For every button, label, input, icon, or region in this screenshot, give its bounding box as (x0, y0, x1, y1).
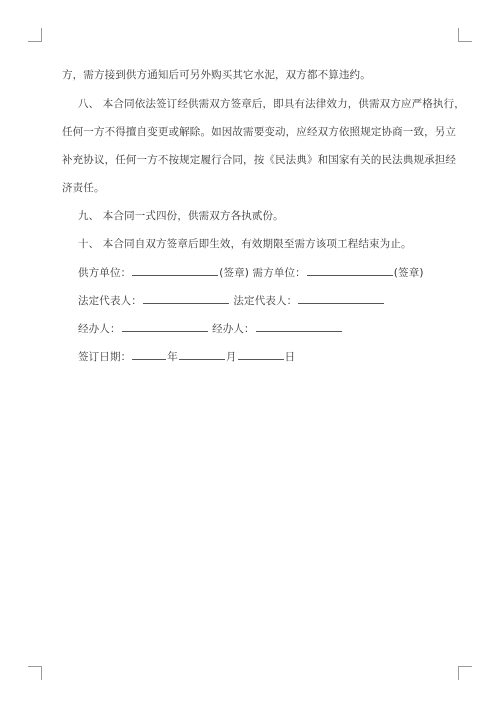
clause-10: 十、 本合同自双方签章后即生效，有效期限至需方该项工程结束为止。 (78, 238, 412, 250)
supplier-stamp-label: (签章) (219, 267, 250, 279)
buyer-agent-label: 经办人： (212, 323, 255, 335)
day-field[interactable] (238, 349, 284, 360)
clause-8-line-3: 补充协议，任何一方不按规定履行合同，按《民法典》和国家有关的民法典规承担经 (62, 154, 457, 166)
buyer-unit-field[interactable] (307, 265, 393, 276)
year-field[interactable] (132, 349, 166, 360)
supplier-unit-label: 供方单位： (78, 267, 132, 279)
clause-8-line-2: 任何一方不得擅自变更或解除。如因故需要变动，应经双方依照规定协商一致，另立 (62, 126, 457, 138)
clause-8-line-1: 八、 本合同依法签订经供需双方签章后，即具有法律效力，供需双方应严格执行， (78, 98, 465, 110)
supplier-unit-field[interactable] (132, 265, 218, 276)
supplier-agent-field[interactable] (122, 321, 208, 332)
sign-date-label: 签订日期： (78, 351, 132, 363)
buyer-agent-field[interactable] (256, 321, 342, 332)
clause-9: 九、 本合同一式四份，供需双方各执贰份。 (78, 210, 284, 222)
clause-7-continuation: 方，需方接到供方通知后可另外购买其它水泥，双方都不算违约。 (62, 69, 371, 81)
legal-rep-row (78, 293, 385, 308)
unit-signature-row (78, 265, 424, 280)
supplier-agent-label: 经办人： (78, 323, 121, 335)
buyer-legal-rep-field[interactable] (298, 293, 384, 304)
supplier-legal-rep-label: 法定代表人： (78, 295, 142, 307)
day-label: 日 (284, 351, 296, 363)
year-label: 年 (167, 351, 178, 363)
crop-mark-top-right (458, 28, 472, 42)
crop-mark-bottom-left (28, 666, 42, 680)
crop-mark-top-left (28, 28, 42, 42)
month-field[interactable] (179, 349, 225, 360)
buyer-legal-rep-label: 法定代表人： (233, 295, 298, 307)
agent-row (78, 321, 343, 336)
crop-mark-bottom-right (458, 666, 472, 680)
month-label: 月 (225, 351, 237, 363)
supplier-legal-rep-field[interactable] (143, 293, 229, 304)
sign-date-row (78, 349, 295, 364)
buyer-unit-label: 需方单位： (252, 267, 306, 279)
buyer-stamp-label: (签章) (393, 267, 424, 279)
clause-8-line-4: 济责任。 (62, 182, 105, 194)
